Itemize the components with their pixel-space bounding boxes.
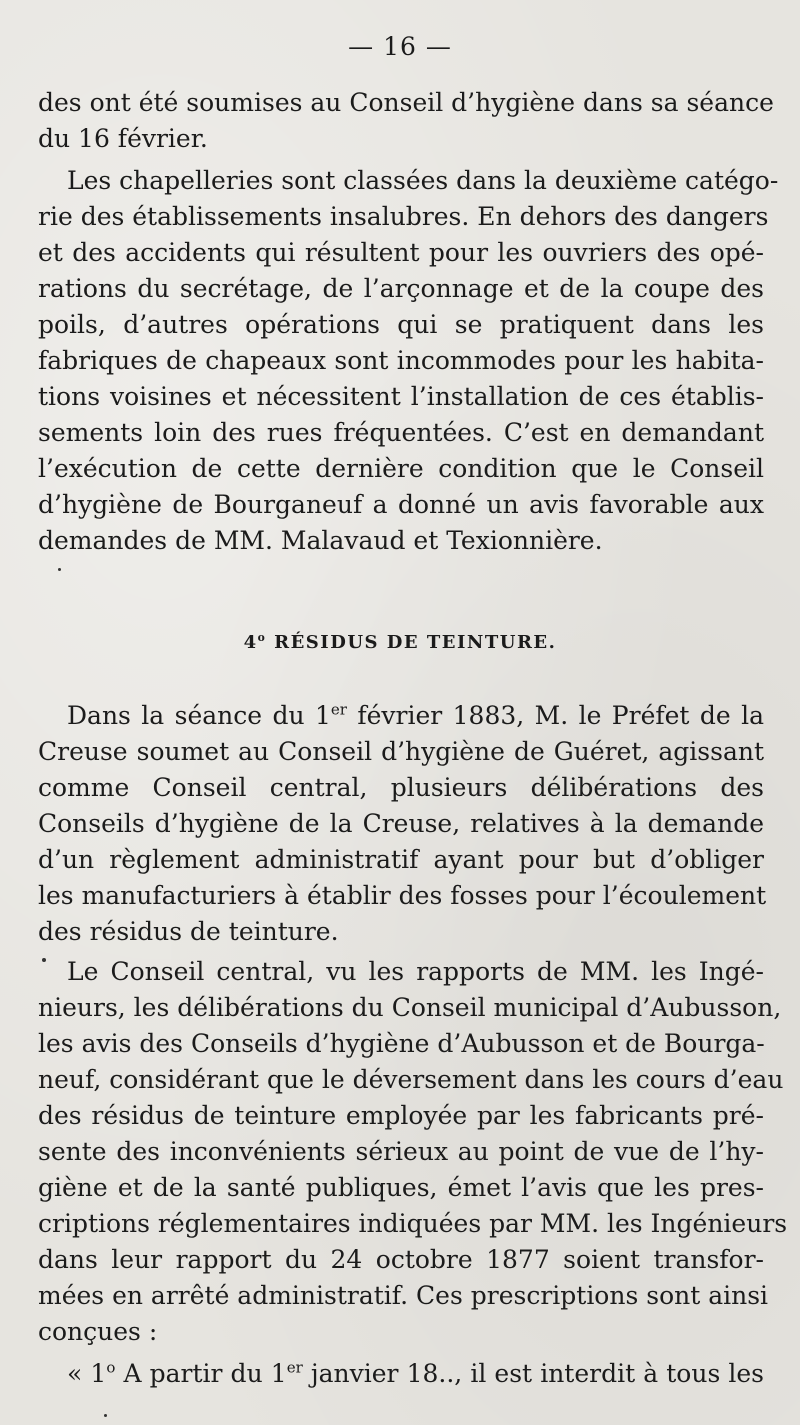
superscript: er	[330, 700, 347, 719]
text-fragment: A partir du 1	[115, 1359, 287, 1388]
ink-speck	[58, 568, 61, 571]
text-line: rations du secrétage, de l’arçonnage et de la coupe des	[38, 274, 764, 303]
text-line: du 16 février.	[38, 124, 208, 153]
paragraph-conseil-central	[38, 954, 788, 1350]
text-line: Les chapelleries sont classées dans la deuxième catégo-	[67, 166, 779, 195]
text-line	[38, 698, 764, 734]
superscript: er	[286, 1358, 303, 1377]
text-line: demandes de MM. Malavaud et Texionnière.	[38, 526, 603, 555]
item-ordinal: o	[106, 1358, 116, 1377]
page-number: — 16 —	[348, 32, 452, 61]
text-fragment: Dans la séance du 1	[67, 701, 331, 730]
text-line: Creuse soumet au Conseil d’hygiène de Guéret, agissant	[38, 737, 764, 766]
paragraph-chapelleries	[38, 163, 779, 559]
text-line: rie des établissements insalubres. En dehors des dangers	[38, 202, 769, 231]
text-line: poils, d’autres opérations qui se pratiquent dans les	[38, 310, 764, 339]
text-line: tions voisines et nécessitent l’installation de ces établis-	[38, 382, 764, 411]
text-line: fabriques de chapeaux sont incommodes pour les habita-	[38, 346, 764, 375]
text-line: sements loin des rues fréquentées. C’est en demandant	[38, 418, 764, 447]
section-title: RÉSIDUS DE TEINTURE.	[274, 632, 557, 653]
text-line: les manufacturiers à établir des fosses pour l’écoulement	[38, 881, 767, 910]
text-line	[38, 1356, 764, 1392]
text-line: d’hygiène de Bourganeuf a donné un avis favorable aux	[38, 490, 764, 519]
quote-mark: «	[67, 1359, 83, 1388]
paragraph-seance	[38, 698, 767, 950]
section-number: 4	[243, 632, 258, 653]
paragraph-continuation	[38, 85, 774, 157]
text-line: les avis des Conseils d’hygiène d’Aubusson et de Bourga-	[38, 1029, 765, 1058]
text-line: des résidus de teinture employée par les fabricants pré-	[38, 1101, 764, 1130]
ink-speck	[104, 1414, 107, 1417]
text-line: comme Conseil central, plusieurs délibérations des	[38, 773, 764, 802]
text-line: d’un règlement administratif ayant pour but d’obliger	[38, 845, 764, 874]
item-number: 1	[90, 1359, 107, 1388]
text-line: des résidus de teinture.	[38, 917, 339, 946]
text-line: l’exécution de cette dernière condition que le Conseil	[38, 454, 764, 483]
text-line: mées en arrêté administratif. Ces prescriptions sont ainsi	[38, 1281, 769, 1310]
text-line: Conseils d’hygiène de la Creuse, relatives à la demande	[38, 809, 764, 838]
text-line: et des accidents qui résultent pour les ouvriers des opé-	[38, 238, 764, 267]
ink-speck	[42, 958, 46, 962]
text-line: giène et de la santé publiques, émet l’avis que les pres-	[38, 1173, 764, 1202]
text-line: Le Conseil central, vu les rapports de MM. les Ingé-	[67, 957, 764, 986]
text-line: dans leur rapport du 24 octobre 1877 soient transfor-	[38, 1245, 764, 1274]
text-line: des ont été soumises au Conseil d’hygiène dans sa séance	[38, 88, 774, 117]
text-fragment: février 1883, M. le Préfet de la	[346, 701, 764, 730]
paragraph-prescription	[38, 1356, 764, 1392]
text-line: nieurs, les délibérations du Conseil municipal d’Aubusson,	[38, 993, 782, 1022]
section-ordinal: o	[257, 631, 267, 644]
section-heading	[0, 628, 800, 658]
text-line: criptions réglementaires indiquées par MM. les Ingénieurs	[38, 1209, 788, 1238]
text-line: sente des inconvénients sérieux au point de vue de l’hy-	[38, 1137, 764, 1166]
text-line: conçues :	[38, 1317, 158, 1346]
text-fragment: janvier 18.., il est interdit à tous les	[302, 1359, 765, 1388]
text-line: neuf, considérant que le déversement dans les cours d’eau	[38, 1065, 784, 1094]
